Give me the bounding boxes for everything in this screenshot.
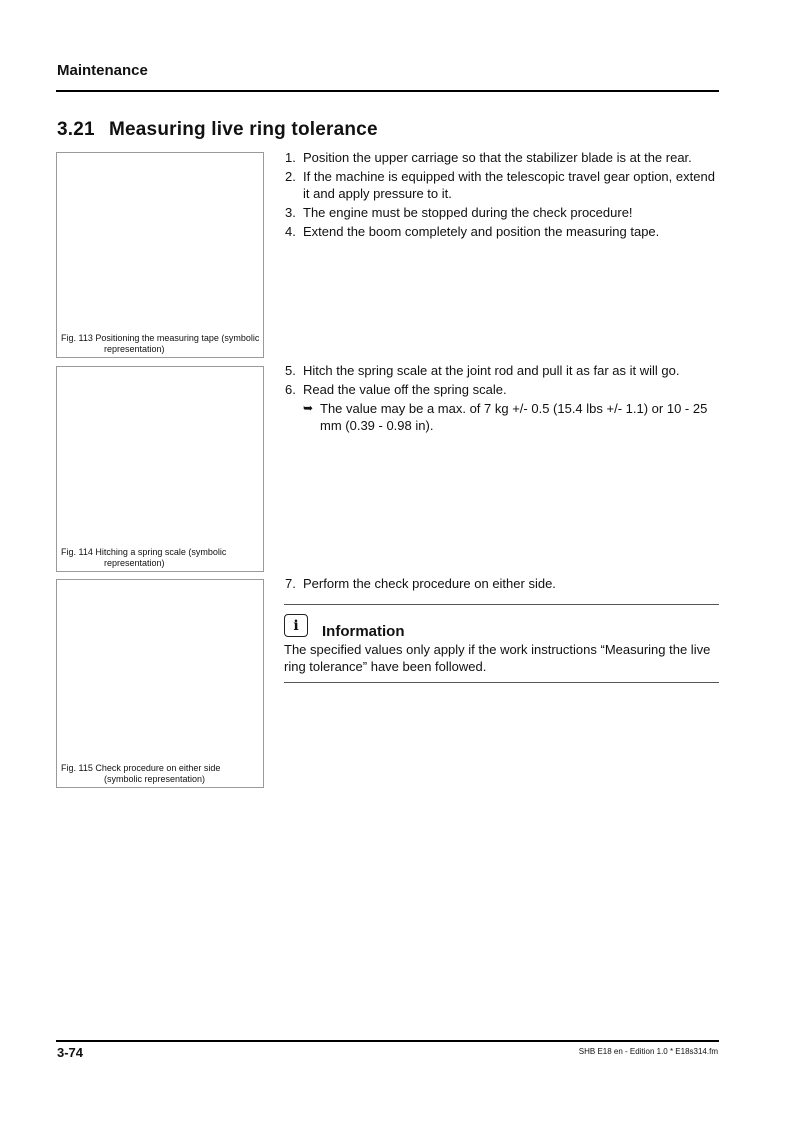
step-text: The engine must be stopped during the check procedure! <box>303 205 633 220</box>
step-number: 7. <box>285 576 296 591</box>
figure-caption-line2: representation) <box>104 344 165 354</box>
figure-115 <box>56 579 264 788</box>
list-item <box>285 575 725 592</box>
header-divider <box>56 90 719 92</box>
step-number: 5. <box>285 363 296 378</box>
step-text: Read the value off the spring scale. <box>303 382 507 397</box>
footer-divider <box>56 1040 719 1042</box>
section-number: 3.21 <box>57 119 95 140</box>
list-item <box>285 223 725 240</box>
step-number: 6. <box>285 382 296 397</box>
info-title: Information <box>322 623 405 640</box>
result-text: The value may be a max. of 7 kg +/- 0.5 (15.4 lbs +/- 1.1) or 10 - 25 mm (0.39 - 0.98 in). <box>320 401 708 433</box>
figure-caption-line2: (symbolic representation) <box>104 774 206 784</box>
figure-caption <box>61 333 263 355</box>
figure-caption-line1: Fig. 114 Hitching a spring scale (symbolic <box>61 547 227 557</box>
figure-caption <box>61 547 263 569</box>
page-number: 3-74 <box>57 1045 84 1060</box>
figure-caption-line1: Fig. 113 Positioning the measuring tape (symbolic <box>61 333 260 343</box>
list-item <box>285 149 725 166</box>
step-number: 4. <box>285 224 296 239</box>
step-text: Position the upper carriage so that the stabilizer blade is at the rear. <box>303 150 692 165</box>
section-title: Measuring live ring tolerance <box>109 119 378 140</box>
figure-113 <box>56 152 264 358</box>
step-text: Perform the check procedure on either side. <box>303 576 556 591</box>
info-icon <box>284 614 308 637</box>
info-text: The specified values only apply if the work instructions “Measuring the live ring tolerance” have been followed. <box>284 642 711 674</box>
step-number: 2. <box>285 169 296 184</box>
step-text: Extend the boom completely and position the measuring tape. <box>303 224 660 239</box>
info-bottom-divider <box>284 682 719 683</box>
footer-document-id: SHB E18 en - Edition 1.0 * E18s314.fm <box>578 1047 718 1056</box>
figure-caption-line1: Fig. 115 Check procedure on either side <box>61 763 221 773</box>
info-icon-glyph: i <box>293 617 299 634</box>
header-title: Maintenance <box>57 62 148 79</box>
step-text: If the machine is equipped with the telescopic travel gear option, extend it and apply pressure to it. <box>303 169 715 201</box>
list-item <box>285 168 725 202</box>
figure-114 <box>56 366 264 572</box>
step-text: Hitch the spring scale at the joint rod and pull it as far as it will go. <box>303 363 680 378</box>
step-number: 3. <box>285 205 296 220</box>
section-heading <box>57 119 378 141</box>
list-item <box>285 381 725 398</box>
figure-caption <box>61 763 263 785</box>
steps-list-1 <box>285 149 725 242</box>
step-number: 1. <box>285 150 296 165</box>
figure-caption-line2: representation) <box>104 558 165 568</box>
list-item <box>285 204 725 221</box>
steps-list-3 <box>285 575 725 594</box>
result-note <box>303 400 725 434</box>
steps-list-2 <box>285 362 725 434</box>
result-arrow-icon: ➥ <box>303 401 314 415</box>
list-item <box>285 362 725 379</box>
info-top-divider <box>284 604 719 605</box>
